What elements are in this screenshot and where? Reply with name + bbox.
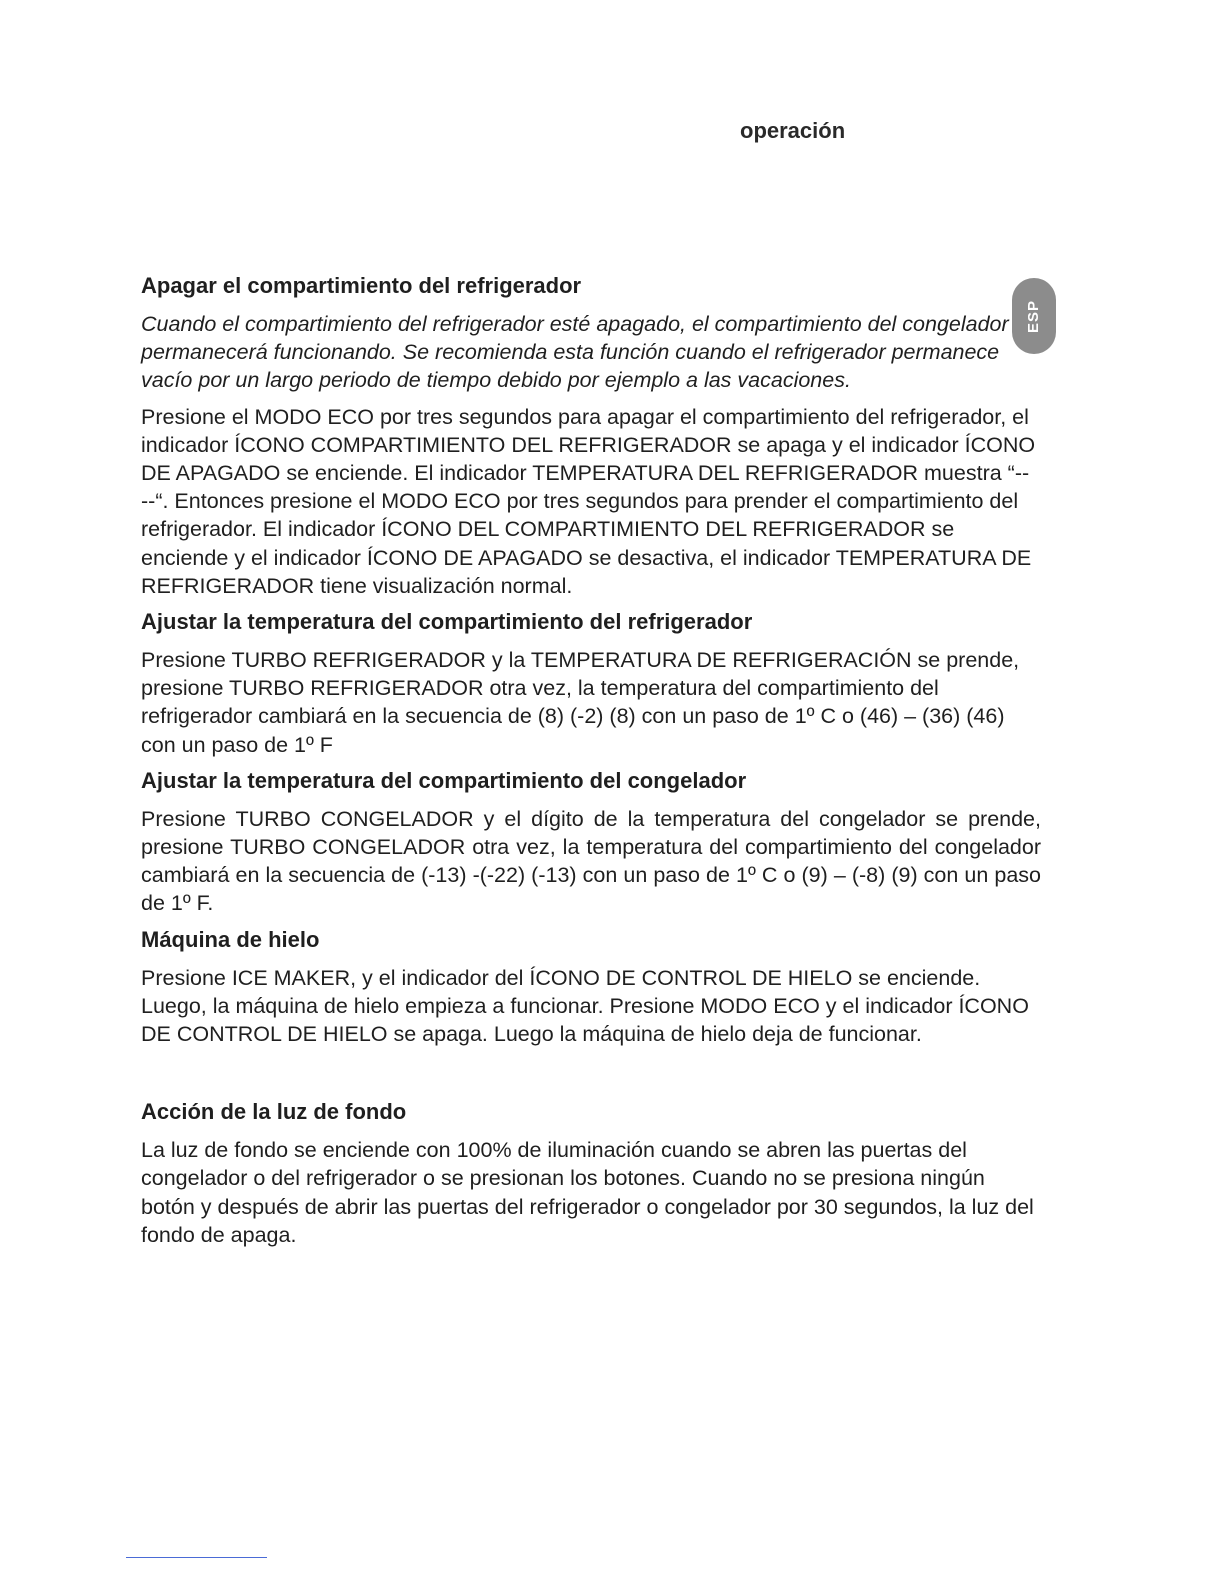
section-body: Presione TURBO CONGELADOR y el dígito de la temperatura del congelador se prende, presione TURBO CONGELADOR otra vez, la temperatura del compartimiento del congelador cambiará en la secuencia de (-13) -(-22) (-13) con un paso de 1º C o (9) – (-8) (9) con un paso de 1º F. <box>141 806 1041 916</box>
section-heading: Máquina de hielo <box>141 926 320 952</box>
document-body <box>141 272 1041 1257</box>
section-backlight <box>141 1098 1041 1249</box>
language-tab-label: ESP <box>1025 299 1043 333</box>
footer-divider <box>126 1557 267 1558</box>
section-spacer <box>141 1056 1041 1098</box>
section-body: Presione el MODO ECO por tres segundos para apagar el compartimiento del refrigerador, el indicador ÍCONO COMPARTIMIENTO DEL REFRIGERADOR se apaga y el indicador ÍCONO DE APAGADO se enciende. El indicador TEMPERATURA DEL REFRIGERADOR muestra “-- --“. Entonces presione el MODO ECO por tres segundos para prender el compartimiento del refrigerador. El indicador ÍCONO DEL COMPARTIMIENTO DEL REFRIGERADOR se enciende y el indicador ÍCONO DE APAGADO se desactiva, el indicador TEMPERATURA DE REFRIGERADOR tiene visualización normal. <box>141 404 1036 598</box>
page-title: operación <box>740 118 846 143</box>
section-heading: Acción de la luz de fondo <box>141 1099 407 1125</box>
section-freezer-temperature <box>141 767 1041 918</box>
section-heading: Ajustar la temperatura del compartimiento del refrigerador <box>141 609 753 635</box>
section-body: La luz de fondo se enciende con 100% de iluminación cuando se abren las puertas del congelador o del refrigerador o se presionan los botones. Cuando no se presiona ningún botón y después de abrir las puertas del refrigerador o congelador por 30 segundos, la luz del fondo de apaga. <box>141 1138 1034 1247</box>
section-body: Presione ICE MAKER, y el indicador del ÍCONO DE CONTROL DE HIELO se enciende. Luego, la máquina de hielo empieza a funcionar. Presione MODO ECO y el indicador ÍCONO DE CONTROL DE HIELO se apaga. Luego la máquina de hielo deja de funcionar. <box>141 965 1029 1047</box>
section-intro: Cuando el compartimiento del refrigerador esté apagado, el compartimiento del congelador permanecerá funcionando. Se recomienda esta función cuando el refrigerador permanece vacío por un largo periodo de tiempo debido por ejemplo a las vacaciones. <box>141 312 1009 393</box>
section-heading: Ajustar la temperatura del compartimiento del congelador <box>141 767 747 793</box>
section-body: Presione TURBO REFRIGERADOR y la TEMPERATURA DE REFRIGERACIÓN se prende, presione TURBO REFRIGERADOR otra vez, la temperatura del compartimiento del refrigerador cambiará en la secuencia de (8) (-2) (8) con un paso de 1º C o (46) – (36) (46) con un paso de 1º F <box>141 648 1020 757</box>
section-ice-maker <box>141 926 1041 1049</box>
section-fridge-temperature <box>141 608 1041 759</box>
section-turn-off-fridge <box>141 272 1041 600</box>
section-heading: Apagar el compartimiento del refrigerador <box>141 273 582 298</box>
